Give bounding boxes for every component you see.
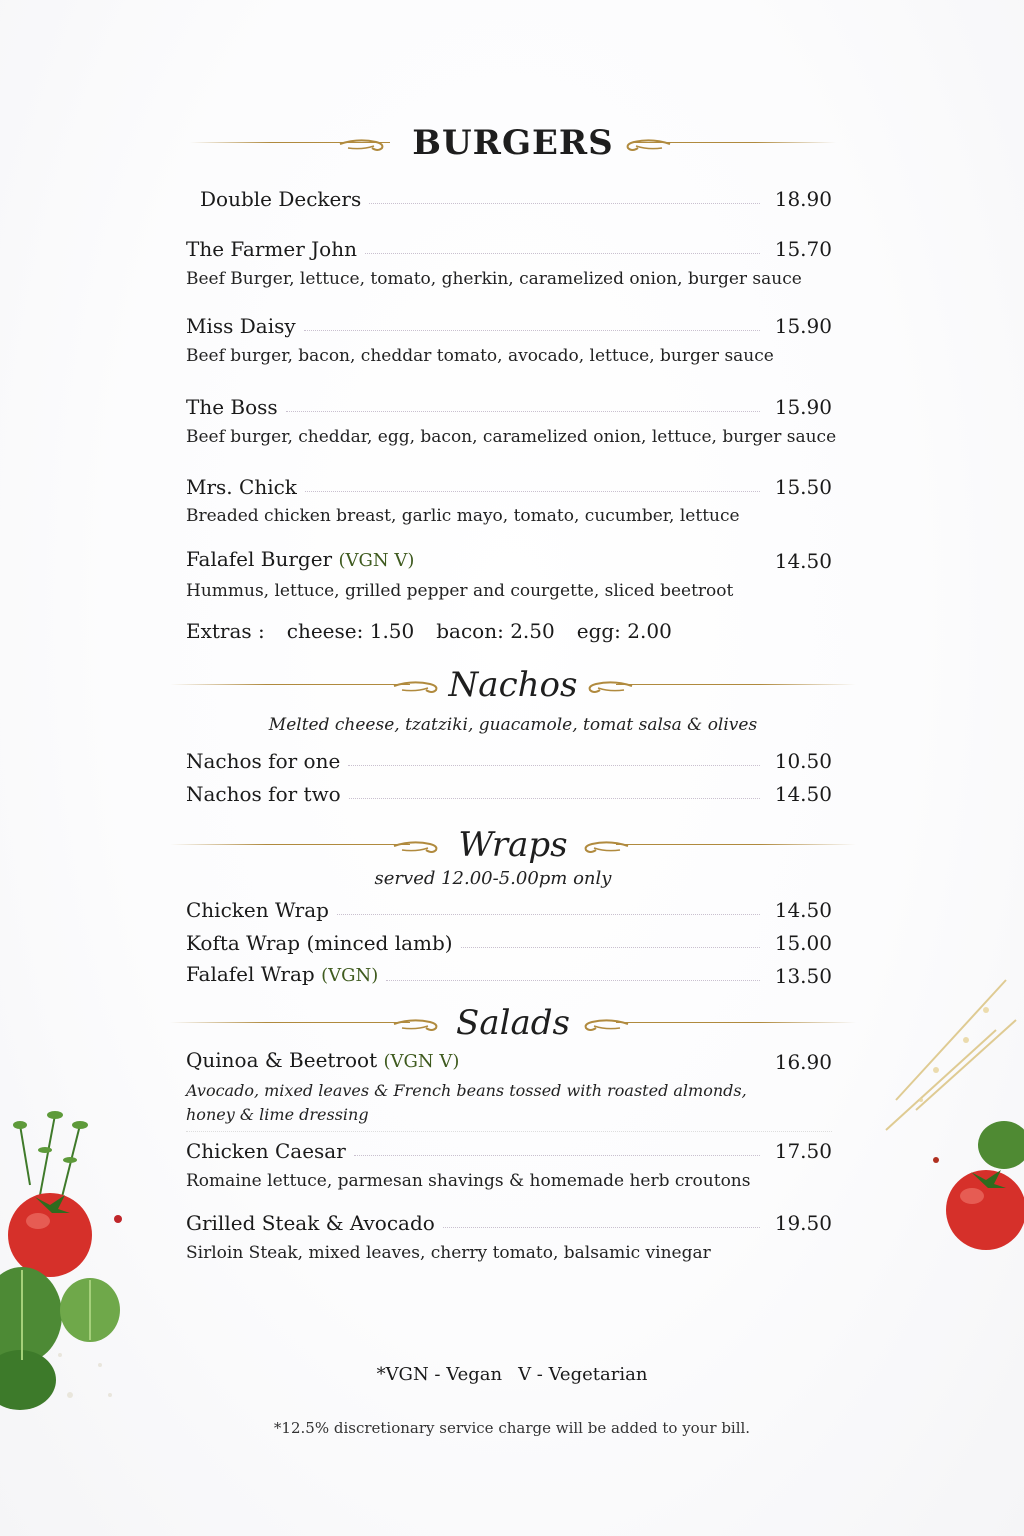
vegetable-decoration-right-icon — [876, 960, 1024, 1260]
item-price: 15.00 — [774, 931, 832, 955]
item-name: The Boss — [186, 395, 278, 419]
item-description: Breaded chicken breast, garlic mayo, tomato, cucumber, lettuce — [186, 506, 740, 526]
item-name: The Farmer John — [186, 237, 357, 261]
item-name: Double Deckers — [200, 187, 362, 211]
dot-leader — [386, 979, 760, 981]
item-price: 18.90 — [774, 187, 832, 211]
item-description: Sirloin Steak, mixed leaves, cherry tomato, balsamic vinegar — [186, 1243, 711, 1263]
menu-item — [186, 544, 832, 574]
wraps-header — [170, 820, 856, 870]
extra-cheese: cheese: 1.50 — [286, 619, 415, 643]
item-description: Romaine lettuce, parmesan shavings & homemade herb croutons — [186, 1171, 751, 1191]
item-price: 10.50 — [774, 749, 832, 773]
menu-item — [186, 309, 832, 339]
divider — [186, 1130, 832, 1132]
menu-item — [186, 893, 832, 923]
item-name: Kofta Wrap (minced lamb) — [186, 931, 453, 955]
nachos-header — [170, 660, 856, 710]
item-name: Grilled Steak & Avocado — [186, 1211, 435, 1235]
dot-leader — [349, 797, 760, 799]
item-price: 16.90 — [774, 1050, 832, 1074]
dot-leader — [286, 410, 760, 412]
menu-item — [200, 182, 832, 212]
dot-leader — [365, 252, 760, 254]
item-name: Miss Daisy — [186, 314, 296, 338]
dot-leader — [337, 913, 760, 915]
item-name: Nachos for one — [186, 749, 341, 773]
item-price: 19.50 — [774, 1211, 832, 1235]
menu-item — [186, 390, 832, 420]
item-price: 15.90 — [774, 395, 832, 419]
dot-leader — [369, 202, 760, 204]
menu-item — [186, 1045, 832, 1075]
item-name: Quinoa & Beetroot (VGN V) — [186, 1048, 460, 1072]
item-price: 15.90 — [774, 314, 832, 338]
extra-bacon: bacon: 2.50 — [436, 619, 555, 643]
menu-item — [186, 744, 832, 774]
menu-item — [186, 470, 832, 500]
menu-item — [186, 1134, 832, 1164]
dot-leader — [305, 490, 760, 492]
item-price: 13.50 — [774, 964, 832, 988]
item-description: Hummus, lettuce, grilled pepper and courgette, sliced beetroot — [186, 581, 734, 601]
menu-item — [186, 1206, 832, 1236]
menu-item — [186, 926, 832, 956]
item-name: Mrs. Chick — [186, 475, 297, 499]
service-charge-note: *12.5% discretionary service charge will be added to your bill. — [273, 1419, 751, 1437]
diet-tag: (VGN V) — [338, 550, 415, 571]
menu-item — [186, 777, 832, 807]
item-description: Beef burger, cheddar, egg, bacon, caramelized onion, lettuce, burger sauce — [186, 427, 837, 447]
dot-leader — [422, 564, 760, 566]
item-name: Falafel Burger (VGN V) — [186, 547, 415, 571]
extras-label: Extras : — [186, 619, 265, 643]
item-name: Chicken Wrap — [186, 898, 329, 922]
item-price: 17.50 — [774, 1139, 832, 1163]
dot-leader — [461, 946, 760, 948]
menu-item — [186, 959, 832, 989]
dot-leader — [348, 764, 760, 766]
item-price: 14.50 — [774, 782, 832, 806]
item-description: Beef Burger, lettuce, tomato, gherkin, caramelized onion, burger sauce — [186, 269, 802, 289]
extra-egg: egg: 2.00 — [576, 619, 672, 643]
wraps-title: Wraps — [458, 825, 568, 865]
item-description: Avocado, mixed leaves & French beans tossed with roasted almonds, honey & lime dressing — [186, 1081, 747, 1124]
legend-vegan: *VGN - Vegan — [376, 1364, 503, 1385]
menu-item — [186, 232, 832, 262]
item-name: Nachos for two — [186, 782, 341, 806]
dot-leader — [443, 1226, 760, 1228]
burgers-header — [170, 118, 856, 168]
wraps-note: served 12.00-5.00pm only — [374, 868, 612, 889]
nachos-title: Nachos — [448, 665, 578, 705]
item-price: 15.70 — [774, 237, 832, 261]
burgers-title: BURGERS — [412, 123, 614, 163]
diet-tag: (VGN) — [321, 965, 379, 986]
salads-title: Salads — [456, 1003, 570, 1043]
item-price: 14.50 — [774, 898, 832, 922]
vegetable-decoration-left-icon — [0, 1095, 150, 1415]
diet-tag: (VGN V) — [383, 1051, 460, 1072]
nachos-note: Melted cheese, tzatziki, guacamole, tomat salsa & olives — [268, 715, 758, 735]
item-name: Chicken Caesar — [186, 1139, 346, 1163]
item-price: 15.50 — [774, 475, 832, 499]
item-description: Beef burger, bacon, cheddar tomato, avocado, lettuce, burger sauce — [186, 346, 774, 366]
diet-legend — [0, 1364, 1024, 1385]
salads-header — [170, 998, 856, 1048]
item-name: Falafel Wrap (VGN) — [186, 962, 379, 986]
item-price: 14.50 — [774, 549, 832, 573]
extras-line — [186, 619, 832, 643]
dot-leader — [467, 1065, 760, 1067]
dot-leader — [304, 329, 760, 331]
legend-vegetarian: V - Vegetarian — [518, 1364, 648, 1385]
dot-leader — [354, 1154, 760, 1156]
